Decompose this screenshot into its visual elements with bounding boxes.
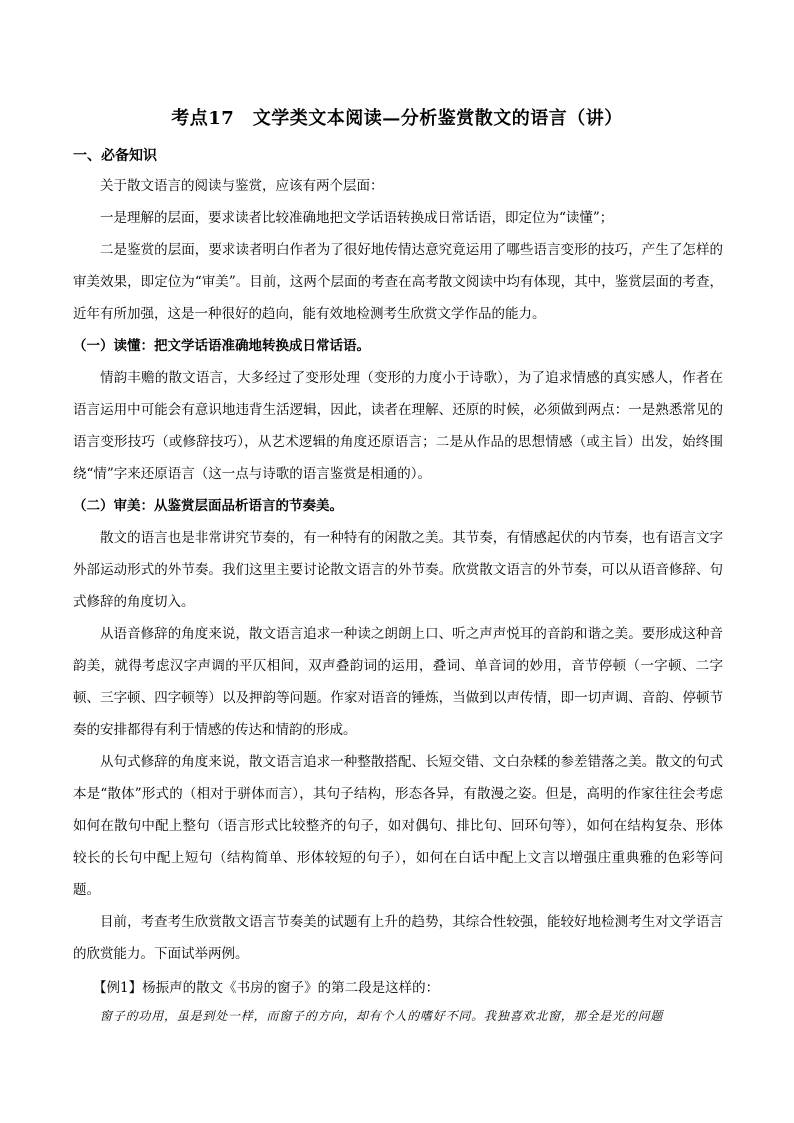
appreciation-level-paragraph: 二是鉴赏的层面，要求读者明白作者为了很好地传情达意究竟运用了哪些语言变形的技巧，产生了怎样的审美效果，即定位为“审美”。目前，这两个层面的考查在高考散文阅读中均有体现，其中，鉴赏层面的考查，近年有所加强，这是一种很好的趋向，能有效地检测考生欣赏文学作品的能力。 [73,242,723,322]
understanding-paragraph: 情韵丰赡的散文语言，大多经过了变形处理（变形的力度小于诗歌），为了追求情感的真实感人，作者在语言运用中可能会有意识地违背生活逻辑，因此，读者在理解、还原的时候，必须做到两点：一是熟悉常见的语言变形技巧（或修辞技巧），从艺术逻辑的角度还原语言；二是从作品的思想情感（或主旨）出发，始终围绕“情”字来还原语言（这一点与诗歌的语言鉴赏是相通的）。 [73,370,723,482]
phonetic-rhetoric-paragraph: 从语音修辞的角度来说，散文语言追求一种读之朗朗上口、听之声声悦耳的音韵和谐之美。要形成这种音韵美，就得考虑汉字声调的平仄相间，双声叠韵词的运用，叠词、单音词的妙用，音节停顿（一字顿、二字顿、三字顿、四字顿等）以及押韵等问题。作家对语音的锤炼，当做到以声传情，即一切声调、音韵、停顿节奏的安排都得有利于情感的传达和情韵的形成。 [73,626,723,738]
sub-heading-understanding: （一）读懂：把文学话语准确地转换成日常话语。 [73,338,370,354]
section-heading-essential-knowledge: 一、必备知识 [73,148,157,164]
rhythm-paragraph: 散文的语言也是非常讲究节奏的，有一种特有的闲散之美。其节奏，有情感起伏的内节奏，也有语言文字外部运动形式的外节奏。我们这里主要讨论散文语言的外节奏。欣赏散文语言的外节奏，可以从语音修辞、句式修辞的角度切入。 [73,530,723,610]
sub-heading-aesthetics: （二）审美：从鉴赏层面品析语言的节奏美。 [73,498,343,514]
exam-trend-paragraph: 目前，考查考生欣赏散文语言节奏美的试题有上升的趋势，其综合性较强，能较好地检测考生对文学语言的欣赏能力。下面试举两例。 [73,914,723,962]
understanding-level-paragraph: 一是理解的层面，要求读者比较准确地把文学话语转换成日常话语，即定位为“读懂”； [100,210,614,226]
intro-paragraph: 关于散文语言的阅读与鉴赏，应该有两个层面： [100,178,384,194]
example-quote: 窗子的功用，虽是到处一样，而窗子的方向，却有个人的嗜好不同。我独喜欢北窗，那全是光的问题 [100,1009,664,1023]
sentence-rhetoric-paragraph: 从句式修辞的角度来说，散文语言追求一种整散搭配、长短交错、文白杂糅的参差错落之美。散文的句式本是“散体”形式的（相对于骈体而言），其句子结构，形态各异，有散漫之姿。但是，高明的作家往往会考虑如何在散句中配上整句（语言形式比较整齐的句子，如对偶句、排比句、回环句等），如何在结构复杂、形体较长的长句中配上短句（结构简单、形体较短的句子），如何在白话中配上文言以增强庄重典雅的色彩等问题。 [73,754,723,898]
document-title: 考点17 文学类文本阅读—分析鉴赏散文的语言（讲） [171,108,623,129]
document-body [73,142,723,1030]
example-label: 【例1】杨振声的散文《书房的窗子》的第二段是这样的： [93,980,440,996]
